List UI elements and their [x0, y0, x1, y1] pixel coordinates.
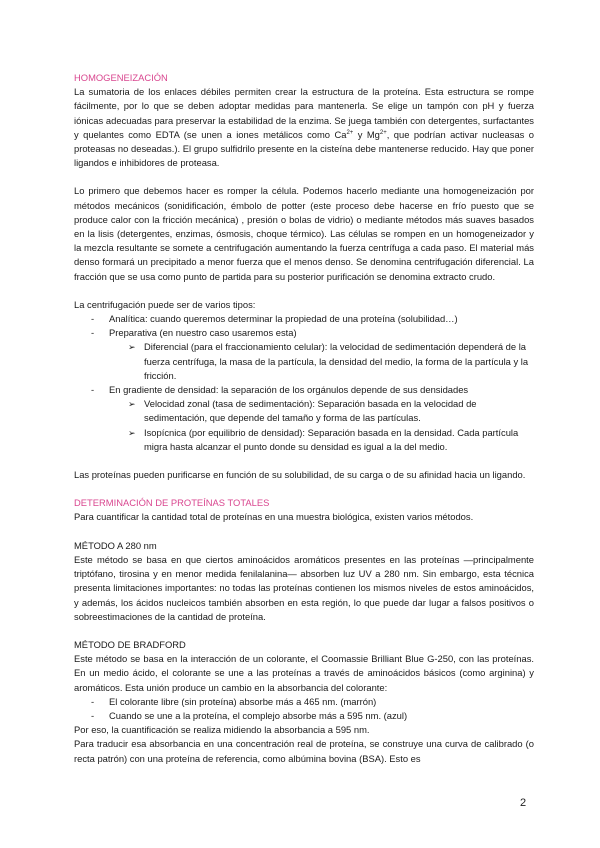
- page-number: 2: [520, 797, 527, 809]
- paragraph-bradford-3: Para traducir esa absorbancia en una concentración real de proteína, se construye una curva de calibrado (o recta patrón) con una proteína de referencia, como albúmina bovina (BSA). Esto es: [74, 738, 534, 764]
- subheading-metodo-bradford: MÉTODO DE BRADFORD: [74, 638, 186, 650]
- list-item-gradiente: - En gradiente de densidad: la separación de los orgánulos depende de sus densidades: [74, 383, 534, 397]
- superscript-charge: 2+: [379, 129, 387, 136]
- paragraph-centrifugacion-intro: La centrifugación puede ser de varios tipos:: [74, 298, 256, 310]
- paragraph-bradford-2: Por eso, la cuantificación se realiza midiendo la absorbancia a 595 nm.: [74, 724, 370, 736]
- superscript-charge: 2+: [346, 129, 354, 136]
- list-item-preparativa: - Preparativa (en nuestro caso usaremos esta): [74, 326, 534, 340]
- paragraph-bradford-1: Este método se basa en la interacción de un colorante, el Coomassie Brilliant Blue G-250, con las proteínas. En un medio ácido, el colorante se une a las proteínas a través de aminoácidos básicos (como arginina) y aromáticos. Esta unión produce un cambio en la absorbancia del colorante:: [74, 653, 534, 693]
- section-heading-determinacion: DETERMINACIÓN DE PROTEÍNAS TOTALES: [74, 497, 270, 509]
- sublist-item-isopicnica: ➢ Isopícnica (por equilibrio de densidad): Separación basada en la densidad. Cada partícula migra hasta alcanzar el punto donde su densidad es igual a la del medio.: [74, 426, 534, 454]
- paragraph-homogeneizacion-2: Lo primero que debemos hacer es romper la célula. Podemos hacerlo mediante una homogeneización por métodos mecánicos (sonidificación, émbolo de potter (este proceso debe hacerse en frío puesto que se produce calor con la fricción mecánica) , presión o bolas de vidrio) o mediante métodos más suaves basados en la lisis (detergentes, enzimas, ósmosis, choque térmico). Las células se rompen en un homogeneizador y la mezcla resultante se somete a centrifugación aumentando la fuerza centrífuga a cada paso. El material más denso formará un precipitado a menor fuerza que el menos denso. Se denomina centrifugación diferencial. La fracción que se usa como punto de partida para su posterior purificación se denomina extracto crudo.: [74, 185, 534, 282]
- sublist-item-zonal: ➢ Velocidad zonal (tasa de sedimentación): Separación basada en la velocidad de sedimentación, que depende del tamaño y forma de las partículas.: [74, 397, 534, 425]
- paragraph-metodo-280: Este método se basa en que ciertos aminoácidos aromáticos presentes en las proteínas —principalmente triptófano, tirosina y en menor medida fenilalanina— absorben luz UV a 280 nm. Sin embargo, esta técnica presenta limitaciones importantes: no todas las proteínas contienen los mismos niveles de estos aminoácidos, y además, los ácidos nucleicos también absorben en esta región, lo que puede dar lugar a falsos positivos o sobreestimaciones de la cantidad de proteína.: [74, 553, 534, 622]
- list-item-colorante-libre: - El colorante libre (sin proteína) absorbe más a 465 nm. (marrón): [74, 695, 534, 709]
- text-run: y Mg: [353, 128, 380, 140]
- paragraph-homogeneizacion-1: [74, 85, 534, 170]
- bradford-list: [74, 695, 534, 723]
- text-run: La sumatoria de los enlaces débiles permiten crear la estructura de la proteína. Esta estructura se rompe fácilmente, por lo que se deben adoptar medidas para mantenerla. Se elige un tampón con pH y fuerza iónicas adecuadas para preservar la estabilidad de la enzima. Se juega también con detergentes, surfactantes y quelantes como EDTA (se unen a iones metálicos como Ca: [74, 86, 534, 140]
- sublist-item-diferencial: ➢ Diferencial (para el fraccionamiento celular): la velocidad de sedimentación dependerá de la fuerza centrífuga, la masa de la partícula, la densidad del medio, la forma de la partícula y la fricción.: [74, 340, 534, 383]
- subheading-metodo-280: MÉTODO A 280 nm: [74, 539, 157, 551]
- section-heading-homogeneizacion: HOMOGENEIZACIÓN: [74, 72, 168, 83]
- paragraph-purificacion: Las proteínas pueden purificarse en función de su solubilidad, de su carga o de su afinidad hacia un ligando.: [74, 469, 526, 481]
- page-content: [74, 71, 534, 766]
- text-run: , que podrían activar nucleasas o proteasas no deseadas.). El grupo sulfidrilo presente en la cisteína debe mantenerse reducido. Hay que poner ligandos e inhibidores de proteasa.: [74, 128, 535, 169]
- list-item-analitica: - Analítica: cuando queremos determinar la propiedad de una proteína (solubilidad…): [74, 312, 534, 326]
- list-item-complejo: - Cuando se une a la proteína, el complejo absorbe más a 595 nm. (azul): [74, 709, 534, 723]
- paragraph-determinacion-intro: Para cuantificar la cantidad total de proteínas en una muestra biológica, existen varios métodos.: [74, 511, 474, 523]
- centrifugation-list: [74, 312, 534, 454]
